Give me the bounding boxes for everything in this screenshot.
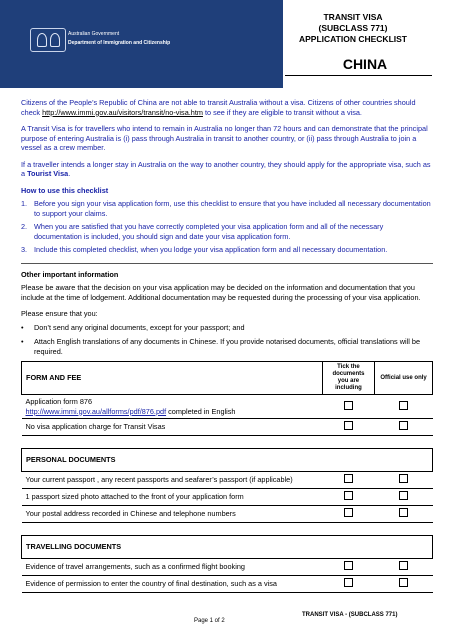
item-text: Include this completed checklist, when you lodge your visa application form and all necessary documentation. (34, 245, 388, 254)
tick-cell (322, 395, 374, 419)
footer-title: TRANSIT VISA - (SUBCLASS 771) (302, 612, 398, 618)
official-cell (375, 419, 433, 436)
list-item (21, 199, 433, 218)
ensure-text: Please ensure that you: (21, 309, 98, 318)
form-fee-header-row (22, 362, 433, 395)
list-item (21, 337, 433, 356)
item-text: Before you sign your visa application form, use this checklist to ensure that you have included all necessary documentation to support your claims. (34, 199, 431, 218)
travelling-heading: TRAVELLING DOCUMENTS (22, 536, 433, 559)
howto-list (21, 199, 433, 255)
list-item (21, 323, 433, 333)
row-label: Your current passport , any recent passports and seafarer’s passport (if applicable) (22, 472, 323, 489)
tick-checkbox[interactable] (344, 491, 353, 500)
form-876-link[interactable]: http://www.immi.gov.au/allforms/pdf/876.pdf (25, 406, 167, 416)
tick-checkbox[interactable] (344, 578, 353, 587)
item-text: Attach English translations of any documents in Chinese. If you provide notarised documents, official translations will be required. (34, 337, 420, 356)
tourist-visa-text: Tourist Visa (27, 169, 69, 178)
item-text: When you are satisfied that you have correctly completed your visa application form and all of the necessary documentation is included, you should sign and date your visa application form. (34, 222, 384, 241)
tick-cell (322, 489, 374, 506)
tick-checkbox[interactable] (344, 474, 353, 483)
checklist-table (21, 361, 433, 593)
official-cell (375, 395, 433, 419)
table-row (22, 472, 433, 489)
bullet-icon: • (21, 337, 24, 346)
table-spacer (22, 436, 433, 449)
intro-text: . (68, 169, 71, 178)
no-visa-link[interactable]: http://www.immi.gov.au/visitors/transit/no-visa.htm (42, 107, 203, 117)
item-number: 2. (21, 222, 28, 231)
tick-column-header: Tick the documents you are including (322, 362, 374, 395)
official-checkbox[interactable] (399, 474, 408, 483)
row-label: Your postal address recorded in Chinese and telephone numbers (22, 506, 323, 523)
intro-paragraph-3 (21, 160, 433, 179)
list-item (21, 222, 433, 241)
list-item (21, 245, 433, 255)
row-text: Application form 876 (25, 397, 93, 406)
government-banner (0, 0, 283, 88)
howto-heading: How to use this checklist (21, 185, 109, 195)
tick-cell (322, 576, 374, 593)
official-cell (375, 489, 433, 506)
department-name: Department of Immigration and Citizenship (68, 40, 171, 46)
title-line-3: APPLICATION CHECKLIST (299, 34, 407, 44)
document-title (288, 12, 418, 45)
coat-of-arms-icon (30, 28, 66, 52)
page-header (0, 0, 452, 88)
official-checkbox[interactable] (399, 421, 408, 430)
official-cell (375, 559, 433, 576)
official-checkbox[interactable] (399, 401, 408, 410)
country-title: CHINA (342, 56, 388, 72)
document-body (21, 98, 433, 593)
official-checkbox[interactable] (399, 561, 408, 570)
table-row (22, 506, 433, 523)
travelling-header-row (22, 536, 433, 559)
bullet-icon: • (21, 322, 24, 332)
intro-paragraph-1 (21, 98, 433, 117)
title-underline (285, 75, 432, 76)
official-checkbox[interactable] (399, 491, 408, 500)
official-cell (375, 506, 433, 523)
row-label: No visa application charge for Transit Visas (22, 419, 323, 436)
official-use-column-header: Official use only (375, 362, 433, 395)
government-name: Australian Government (68, 31, 120, 37)
tick-checkbox[interactable] (344, 508, 353, 517)
table-row (22, 489, 433, 506)
table-row (22, 419, 433, 436)
personal-heading: PERSONAL DOCUMENTS (22, 449, 433, 472)
page-number: Page 1 of 2 (194, 618, 225, 624)
section-divider (21, 263, 433, 264)
item-number: 1. (21, 199, 28, 208)
intro-text: If a traveller intends a longer stay in Australia on the way to another country, they should apply for the appropriate visa, such as a (21, 159, 431, 178)
tick-cell (322, 559, 374, 576)
row-label (22, 395, 323, 419)
tick-checkbox[interactable] (344, 561, 353, 570)
personal-header-row (22, 449, 433, 472)
official-checkbox[interactable] (399, 508, 408, 517)
row-label: Evidence of travel arrangements, such as a confirmed flight booking (22, 559, 323, 576)
intro-paragraph-2: A Transit Visa is for travellers who intend to remain in Australia no longer than 72 hours and can demonstrate that the principal purpose of entering Australia is (i) pass through Australia in transit to another country, or (ii) pass through Australia to join a vessel as a crew member. (21, 124, 428, 152)
official-cell (375, 576, 433, 593)
row-label: 1 passport sized photo attached to the front of your application form (22, 489, 323, 506)
title-line-2: (SUBCLASS 771) (318, 23, 388, 33)
official-cell (375, 472, 433, 489)
item-text: Don’t send any original documents, except for your passport; and (34, 322, 245, 332)
tick-cell (322, 506, 374, 523)
form-fee-heading: FORM AND FEE (22, 362, 323, 395)
intro-text: Citizens of the People’s Republic of China are not able to transit Australia without a visa. Citizens of other countries should check (21, 98, 416, 117)
table-row (22, 559, 433, 576)
tick-checkbox[interactable] (344, 421, 353, 430)
other-info-heading: Other important information (21, 269, 119, 279)
table-spacer (22, 523, 433, 536)
tick-cell (322, 419, 374, 436)
tick-cell (322, 472, 374, 489)
table-row (22, 395, 433, 419)
intro-text: to see if they are eligible to transit without a visa. (202, 107, 362, 117)
table-row (22, 576, 433, 593)
row-text: completed in English (166, 406, 236, 416)
item-number: 3. (21, 245, 28, 254)
title-line-1: TRANSIT VISA (323, 12, 383, 22)
official-checkbox[interactable] (399, 578, 408, 587)
row-label: Evidence of permission to enter the country of final destination, such as a visa (22, 576, 323, 593)
other-info-paragraph: Please be aware that the decision on your visa application may be decided on the information and documentation that you include at the time of lodgement. Additional documentation may be requested during the processing of your visa application. (21, 283, 421, 302)
tick-checkbox[interactable] (344, 401, 353, 410)
